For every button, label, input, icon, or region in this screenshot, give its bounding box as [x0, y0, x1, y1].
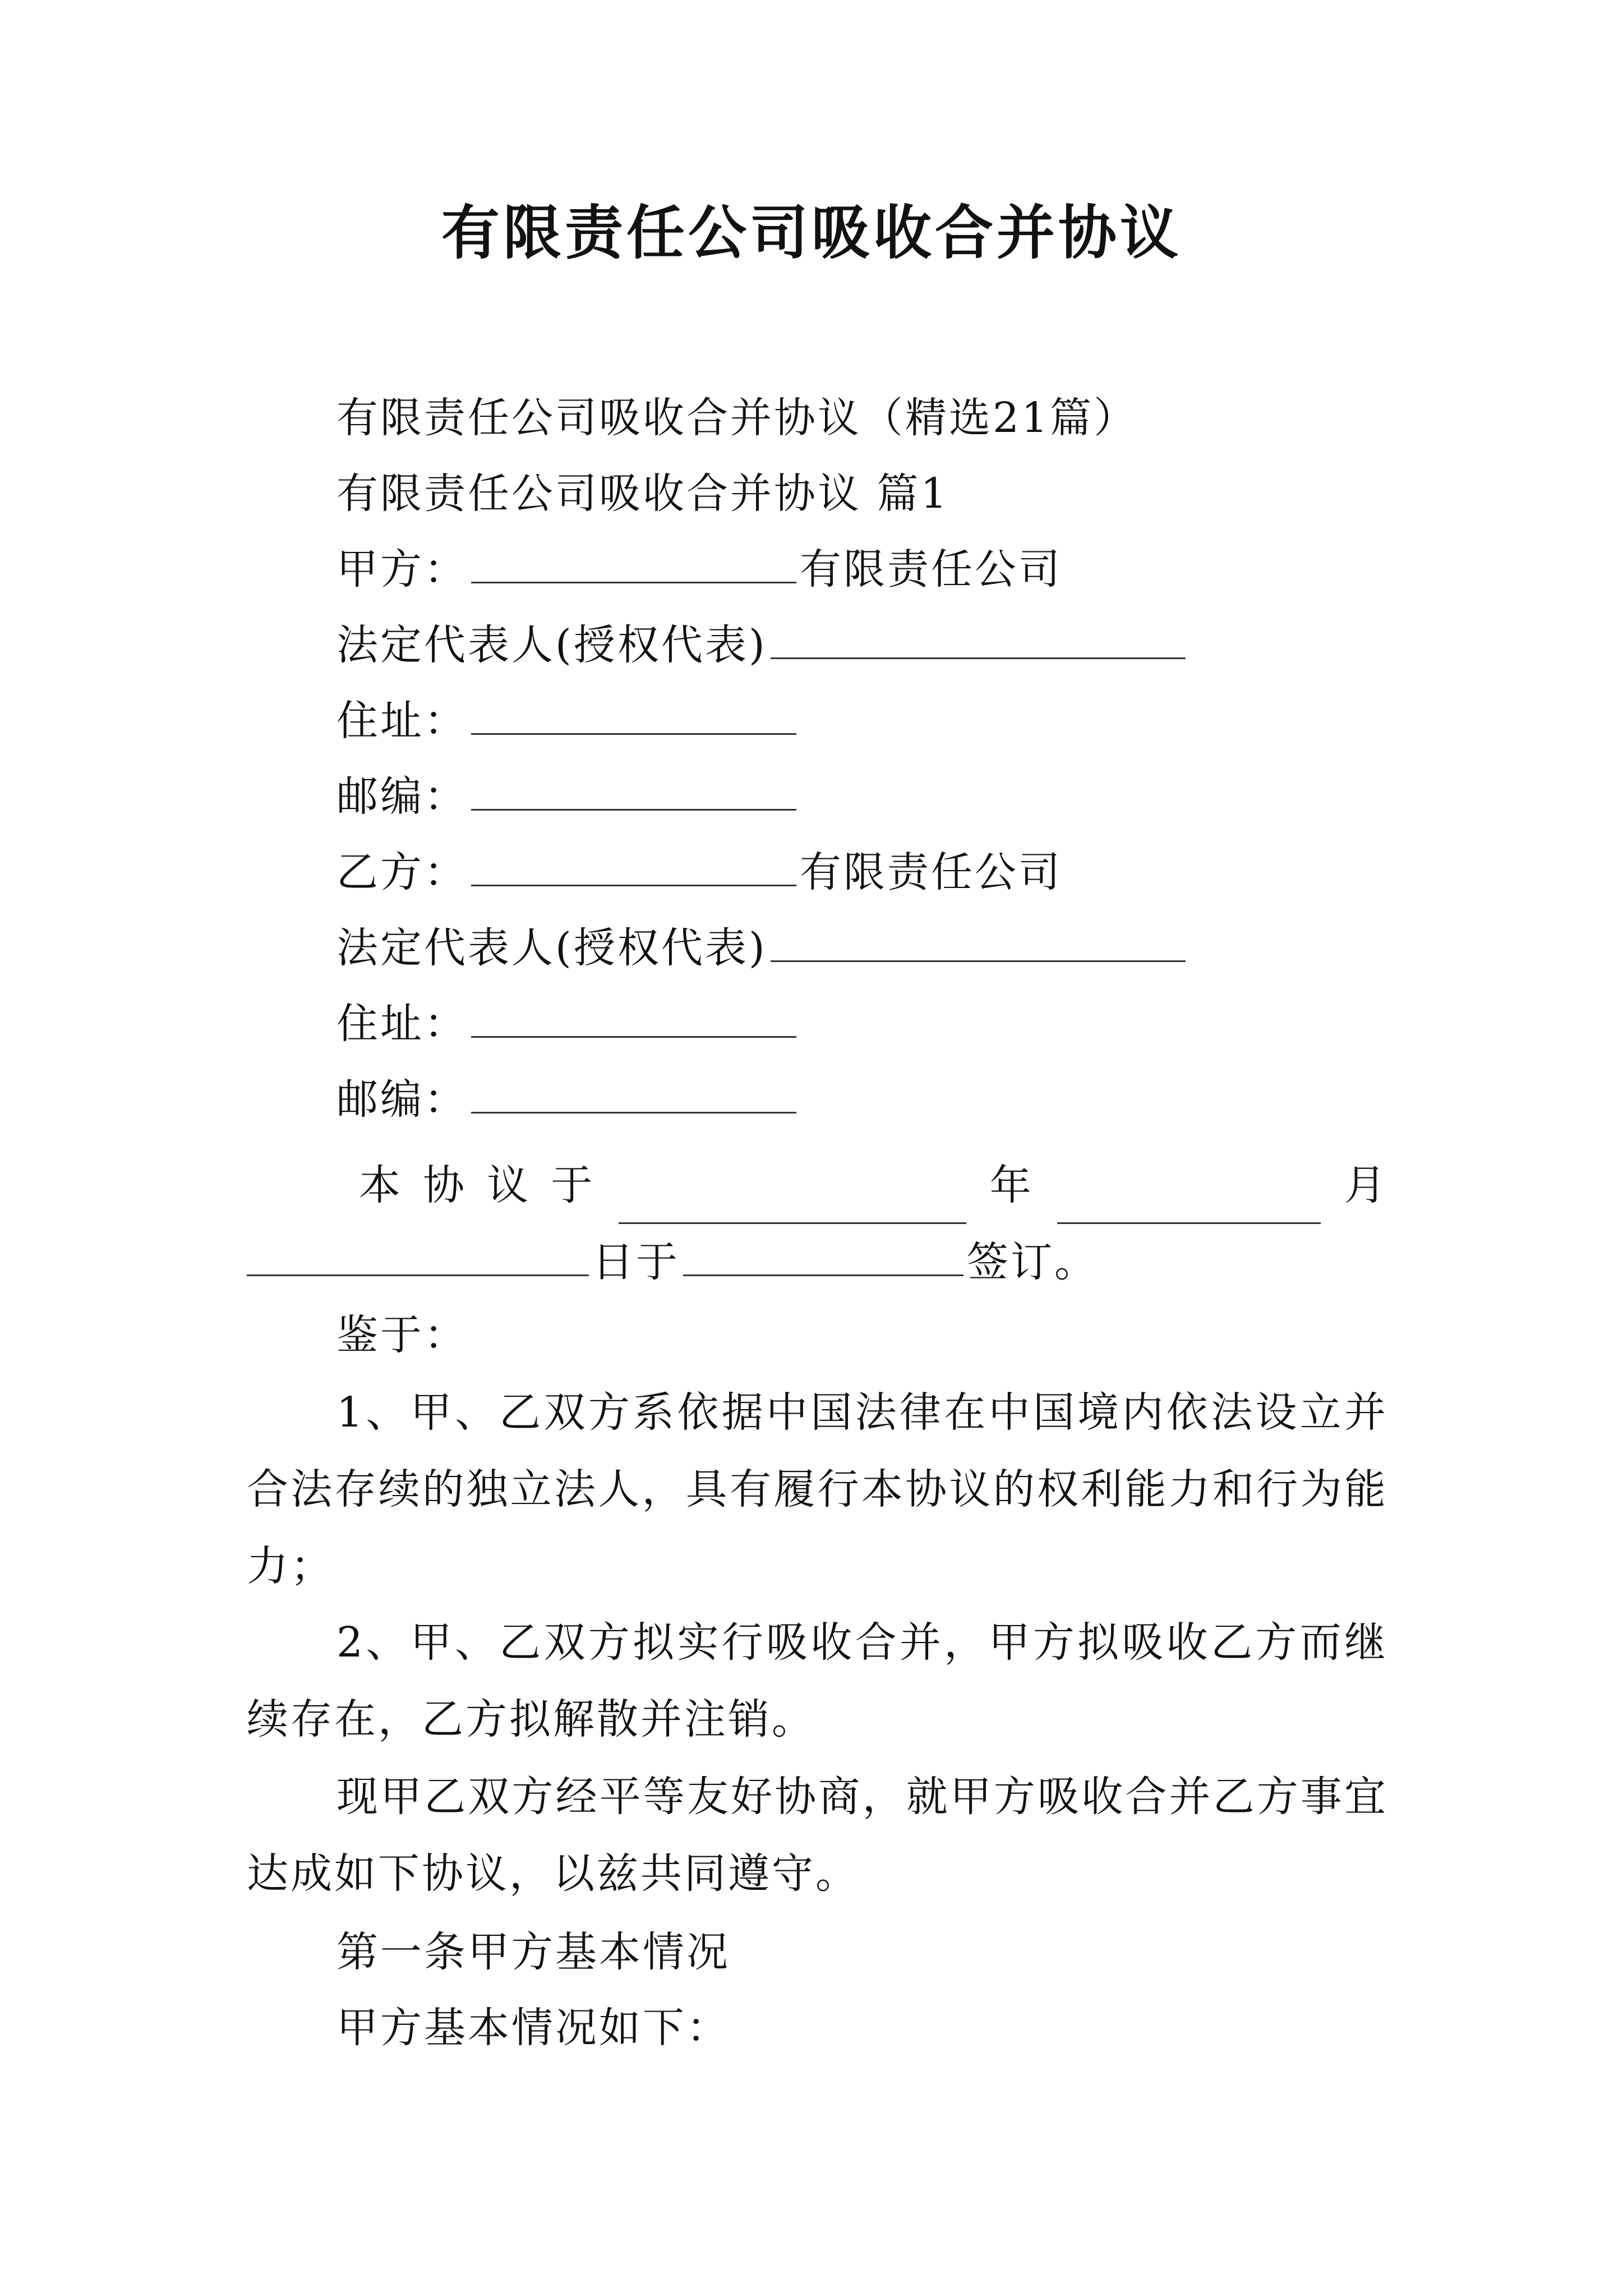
document-title: 有限责任公司吸收合并协议 — [441, 198, 1182, 267]
signing-day-at-label: 日于 — [592, 1238, 680, 1286]
party-b-address-blank[interactable] — [471, 997, 796, 1038]
party-a-postcode-line — [336, 769, 800, 825]
party-a-legal-rep-blank[interactable] — [771, 618, 1186, 659]
party-b-label: 乙方： — [336, 848, 468, 896]
party-b-postcode-blank[interactable] — [471, 1073, 796, 1114]
party-b-legal-rep-label: 法定代表人(授权代表) — [336, 924, 767, 972]
party-b-postcode-line — [336, 1071, 800, 1128]
article-1-intro: 甲方基本情况如下： — [336, 2004, 730, 2052]
party-a-address-blank[interactable] — [471, 694, 796, 735]
subtitle: 有限责任公司吸收合并协议（精选21篇） — [336, 394, 1138, 442]
party-a-postcode-label: 邮编： — [336, 772, 468, 821]
signing-signed-label: 签订。 — [967, 1238, 1098, 1286]
party-b-address-label: 住址： — [336, 1000, 468, 1048]
article-1-title: 第一条甲方基本情况 — [336, 1928, 730, 1976]
signing-word-xie: 协 — [423, 1161, 467, 1209]
signing-word-ben: 本 — [359, 1161, 403, 1209]
signing-word-yu: 于 — [551, 1161, 595, 1209]
signing-place-blank[interactable] — [683, 1235, 963, 1276]
clause-3: 现甲乙双方经平等友好协商，就甲方吸收合并乙方事宜达成如下协议，以兹共同遵守。 — [247, 1773, 1388, 1898]
signing-year-label: 年 — [989, 1161, 1034, 1209]
clause-2: 2、甲、乙双方拟实行吸收合并，甲方拟吸收乙方而继续存在，乙方拟解散并注销。 — [247, 1618, 1388, 1743]
party-b-address-line — [336, 996, 800, 1052]
party-a-label: 甲方： — [336, 545, 468, 593]
party-a-address-label: 住址： — [336, 697, 468, 745]
signing-date-line-2 — [247, 1224, 1388, 1301]
clause-1: 1、甲、乙双方系依据中国法律在中国境内依法设立并合法存续的独立法人，具有履行本协议的权利能力和行为能力； — [247, 1388, 1388, 1590]
party-a-line — [336, 541, 1062, 597]
party-a-suffix: 有限责任公司 — [800, 545, 1062, 593]
party-a-name-blank[interactable] — [471, 542, 796, 583]
signing-day-blank[interactable] — [247, 1235, 589, 1276]
signing-month-label: 月 — [1344, 1161, 1388, 1209]
whereas-heading: 鉴于： — [336, 1311, 468, 1359]
party-b-legal-rep-blank[interactable] — [771, 921, 1186, 962]
party-a-legal-rep-label: 法定代表人(授权代表) — [336, 621, 767, 669]
party-b-legal-rep-line — [336, 920, 1189, 976]
party-b-suffix: 有限责任公司 — [800, 848, 1062, 896]
party-a-address-line — [336, 693, 800, 749]
section-heading: 有限责任公司吸收合并协议 篇1 — [336, 470, 949, 518]
signing-date-line-1 — [247, 1147, 1388, 1224]
party-a-postcode-blank[interactable] — [471, 770, 796, 811]
party-b-name-blank[interactable] — [471, 845, 796, 886]
signing-month-blank[interactable] — [1057, 1183, 1321, 1224]
party-a-legal-rep-line — [336, 617, 1189, 673]
party-b-postcode-label: 邮编： — [336, 1075, 468, 1124]
signing-year-blank[interactable] — [619, 1183, 966, 1224]
party-b-line — [336, 844, 1062, 900]
signing-word-yi: 议 — [487, 1161, 531, 1209]
